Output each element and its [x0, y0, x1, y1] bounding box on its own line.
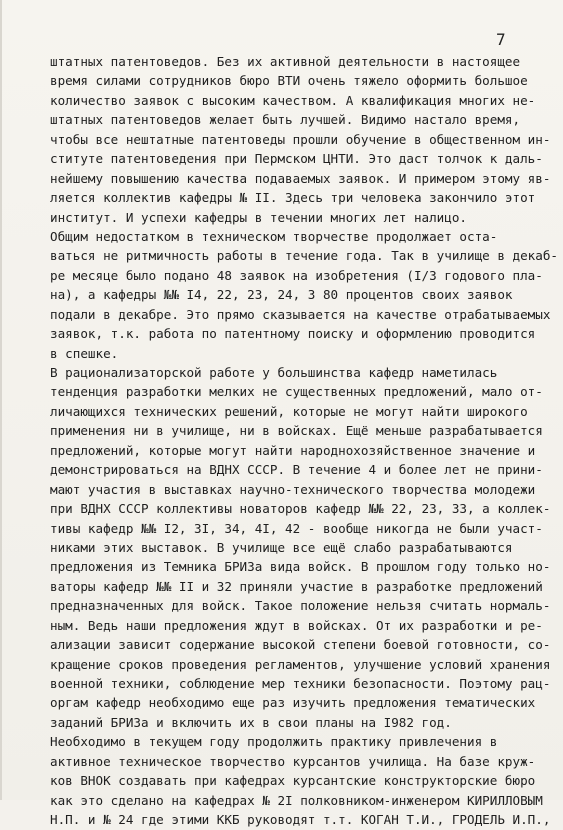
- text-line: штатных патентоведов желает быть лучшей. Видимо настало время,: [50, 112, 521, 128]
- text-line: предложения из Темника БРИЗа вида войск. В прошлом году только но-: [50, 559, 551, 575]
- text-line: мают участия в выставках научно-технического творчества молодежи: [50, 481, 536, 497]
- text-line: кращение сроков проведения регламентов, улучшение условий хранения: [50, 656, 551, 672]
- text-line: подали в декабре. Это прямо сказывается на качестве отрабатываемых: [50, 306, 551, 322]
- text-line: Общим недостатком в техническом творчестве продолжает оста-: [50, 228, 498, 244]
- text-line: штатных патентоведов. Без их активной деятельности в настоящее: [50, 54, 521, 69]
- text-line: личающихся технических решений, которые не могут найти широкого: [50, 403, 528, 419]
- text-line: ляется коллектив кафедры № II. Здесь три человека закончило этот: [50, 190, 536, 206]
- text-line: время силами сотрудников бюро ВТИ очень тяжело оформить большое: [50, 73, 528, 89]
- text-line: В рационализаторской работе у большинства кафедр наметилась: [50, 365, 498, 380]
- paragraph: [50, 227, 558, 363]
- text-line: ваторы кафедр №№ II и 32 приняли участие в разработке предложений: [50, 578, 543, 594]
- text-line: военной техники, соблюдение мер техники безопасности. Поэтому рац-: [50, 676, 551, 691]
- text-line: активное техническое творчество курсантов училища. На базе круж-: [50, 753, 536, 769]
- text-line: чтобы все нештатные патентоведы прошли обучение в общественном ин-: [50, 131, 551, 147]
- paragraph: [50, 52, 551, 227]
- text-line: ков ВНОК создавать при кафедрах курсантские конструкторские бюро: [50, 773, 536, 789]
- text-line: ваться не ритмичность работы в течение года. Так в училище в декаб-: [50, 248, 558, 264]
- text-line: на), а кафедры №№ I4, 22, 23, 24, 3 80 процентов своих заявок: [50, 287, 513, 303]
- text-line: ным. Ведь наши предложения ждут в войсках. От их разработки и ре-: [50, 617, 543, 633]
- document-body: [50, 52, 558, 830]
- text-line: ституте патентоведения при Пермском ЦНТИ. Это даст толчок к даль-: [50, 151, 543, 167]
- paragraph: [50, 732, 551, 829]
- text-line: институт. И успехи кафедры в течении многих лет налицо.: [50, 209, 468, 225]
- text-line: предложений, которые могут найти народнохозяйственное значение и: [50, 442, 536, 458]
- text-line: Н.П. и № 24 где этими ККБ руководят т.т. КОГАН Т.И., ГРОДЕЛЬ И.П.,: [50, 812, 551, 828]
- text-line: никами этих выставок. В училище все ещё слабо разрабатываются: [50, 539, 513, 555]
- text-line: ализации зависит содержание высокой степени боевой готовности, со-: [50, 637, 551, 653]
- page-number: 7: [496, 30, 506, 49]
- text-line: заданий БРИЗа и включить их в свои планы на I982 год.: [50, 714, 452, 730]
- text-line: при ВДНХ СССР коллективы новаторов кафедр №№ 22, 23, 33, а коллек-: [50, 501, 551, 517]
- text-line: нейшему повышению качества подаваемых заявок. И примером этому яв-: [50, 170, 551, 186]
- text-line: ре месяце было подано 48 заявок на изобретения (I/3 годового пла-: [50, 267, 543, 283]
- paragraph: [50, 363, 551, 732]
- text-line: применения ни в училище, ни в войсках. Ещё меньше разрабатывается: [50, 423, 543, 439]
- text-line: заявок, т.к. работа по патентному поиску и оформлению проводится: [50, 326, 536, 342]
- text-line: количество заявок с высоким качеством. А квалификация многих не-: [50, 92, 536, 108]
- text-line: Необходимо в текущем году продолжить практику привлечения в: [50, 734, 498, 750]
- text-line: тенденция разработки мелких не существенных предложений, мало от-: [50, 384, 543, 400]
- text-line: предназначенных для войск. Такое положение нельзя считать нормаль-: [50, 598, 551, 614]
- text-line: оргам кафедр необходимо еще раз изучить предложения тематических: [50, 695, 536, 711]
- text-line: как это сделано на кафедрах № 2I полковником-инженером КИРИЛЛОВЫМ: [50, 792, 543, 808]
- text-line: тивы кафедр №№ I2, 3I, 34, 4I, 42 - вообще никогда не были участ-: [50, 520, 543, 536]
- text-line: в спешке.: [50, 345, 119, 361]
- text-line: демонстрироваться на ВДНХ СССР. В течение 4 и более лет не прини-: [50, 462, 543, 478]
